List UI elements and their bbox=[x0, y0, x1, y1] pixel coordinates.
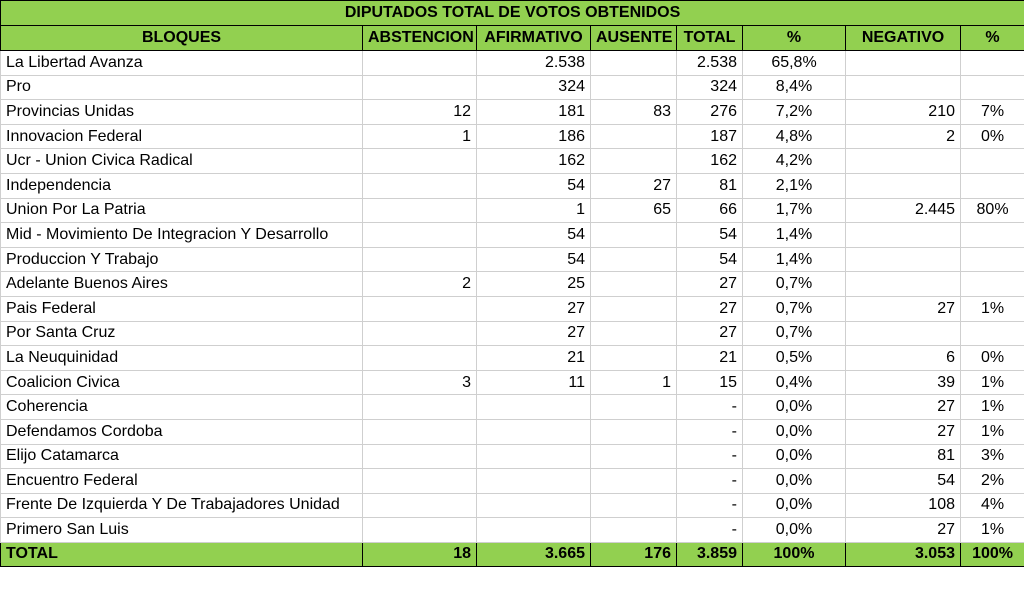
table-row bbox=[1, 173, 1024, 198]
cell-total: 324 bbox=[677, 75, 743, 100]
cell-afirmativo: 1 bbox=[477, 198, 591, 223]
cell-percent: 7,2% bbox=[743, 100, 846, 125]
table-row bbox=[1, 419, 1024, 444]
cell-negativo-percent: 80% bbox=[961, 198, 1024, 223]
cell-negativo-percent: 4% bbox=[961, 493, 1024, 518]
table-row bbox=[1, 444, 1024, 469]
header-abstencion: ABSTENCION bbox=[363, 26, 477, 51]
cell-percent: 0,4% bbox=[743, 370, 846, 395]
cell-negativo bbox=[846, 272, 961, 297]
cell-bloque: Por Santa Cruz bbox=[1, 321, 363, 346]
cell-percent: 1,4% bbox=[743, 223, 846, 248]
cell-afirmativo bbox=[477, 419, 591, 444]
cell-negativo bbox=[846, 247, 961, 272]
cell-ausente bbox=[591, 493, 677, 518]
header-total: TOTAL bbox=[677, 26, 743, 51]
cell-total: - bbox=[677, 469, 743, 494]
cell-percent: 1,7% bbox=[743, 198, 846, 223]
table-row bbox=[1, 321, 1024, 346]
table-row bbox=[1, 247, 1024, 272]
cell-ausente bbox=[591, 518, 677, 543]
cell-percent: 0,0% bbox=[743, 469, 846, 494]
cell-total: 2.538 bbox=[677, 51, 743, 76]
cell-negativo bbox=[846, 51, 961, 76]
cell-bloque: Pais Federal bbox=[1, 296, 363, 321]
cell-abstencion bbox=[363, 321, 477, 346]
cell-total: - bbox=[677, 444, 743, 469]
cell-bloque: Produccion Y Trabajo bbox=[1, 247, 363, 272]
table-row bbox=[1, 518, 1024, 543]
cell-ausente bbox=[591, 321, 677, 346]
cell-afirmativo: 181 bbox=[477, 100, 591, 125]
cell-abstencion bbox=[363, 223, 477, 248]
cell-bloque: Innovacion Federal bbox=[1, 124, 363, 149]
cell-ausente: 27 bbox=[591, 173, 677, 198]
cell-abstencion bbox=[363, 51, 477, 76]
cell-percent: 0,7% bbox=[743, 321, 846, 346]
header-negativo: NEGATIVO bbox=[846, 26, 961, 51]
cell-ausente bbox=[591, 272, 677, 297]
header-negativo-percent: % bbox=[961, 26, 1024, 51]
table-row bbox=[1, 469, 1024, 494]
cell-afirmativo: 2.538 bbox=[477, 51, 591, 76]
cell-abstencion bbox=[363, 296, 477, 321]
cell-ausente bbox=[591, 419, 677, 444]
cell-percent: 4,2% bbox=[743, 149, 846, 174]
cell-negativo bbox=[846, 223, 961, 248]
cell-bloque: Provincias Unidas bbox=[1, 100, 363, 125]
cell-percent: 0,7% bbox=[743, 272, 846, 297]
cell-percent: 0,0% bbox=[743, 518, 846, 543]
cell-abstencion bbox=[363, 395, 477, 420]
cell-abstencion: 2 bbox=[363, 272, 477, 297]
table-row bbox=[1, 223, 1024, 248]
cell-bloque: Coherencia bbox=[1, 395, 363, 420]
cell-afirmativo: 21 bbox=[477, 346, 591, 371]
cell-negativo-percent: 1% bbox=[961, 395, 1024, 420]
cell-negativo: 54 bbox=[846, 469, 961, 494]
cell-negativo: 2.445 bbox=[846, 198, 961, 223]
cell-abstencion bbox=[363, 346, 477, 371]
cell-negativo: 27 bbox=[846, 518, 961, 543]
cell-bloque: Adelante Buenos Aires bbox=[1, 272, 363, 297]
cell-abstencion bbox=[363, 247, 477, 272]
table-row bbox=[1, 346, 1024, 371]
total-total: 3.859 bbox=[677, 542, 743, 566]
cell-negativo-percent bbox=[961, 75, 1024, 100]
cell-ausente bbox=[591, 296, 677, 321]
cell-negativo-percent: 3% bbox=[961, 444, 1024, 469]
cell-abstencion bbox=[363, 469, 477, 494]
cell-afirmativo: 25 bbox=[477, 272, 591, 297]
total-row bbox=[1, 542, 1024, 566]
cell-negativo-percent: 7% bbox=[961, 100, 1024, 125]
cell-abstencion bbox=[363, 149, 477, 174]
cell-percent: 1,4% bbox=[743, 247, 846, 272]
cell-ausente: 83 bbox=[591, 100, 677, 125]
cell-ausente bbox=[591, 124, 677, 149]
cell-total: 27 bbox=[677, 272, 743, 297]
total-afirmativo: 3.665 bbox=[477, 542, 591, 566]
cell-afirmativo: 27 bbox=[477, 296, 591, 321]
header-afirmativo: AFIRMATIVO bbox=[477, 26, 591, 51]
total-bloque: TOTAL bbox=[1, 542, 363, 566]
cell-ausente bbox=[591, 444, 677, 469]
cell-negativo bbox=[846, 149, 961, 174]
cell-total: 21 bbox=[677, 346, 743, 371]
cell-percent: 65,8% bbox=[743, 51, 846, 76]
cell-negativo-percent bbox=[961, 173, 1024, 198]
cell-negativo-percent bbox=[961, 321, 1024, 346]
total-abstencion: 18 bbox=[363, 542, 477, 566]
cell-afirmativo: 54 bbox=[477, 173, 591, 198]
cell-percent: 4,8% bbox=[743, 124, 846, 149]
cell-total: 15 bbox=[677, 370, 743, 395]
cell-bloque: La Neuquinidad bbox=[1, 346, 363, 371]
cell-negativo-percent bbox=[961, 223, 1024, 248]
cell-bloque: Coalicion Civica bbox=[1, 370, 363, 395]
cell-total: - bbox=[677, 518, 743, 543]
cell-bloque: Primero San Luis bbox=[1, 518, 363, 543]
cell-negativo-percent: 1% bbox=[961, 296, 1024, 321]
cell-ausente bbox=[591, 223, 677, 248]
cell-afirmativo bbox=[477, 469, 591, 494]
table-row bbox=[1, 395, 1024, 420]
cell-total: 54 bbox=[677, 247, 743, 272]
cell-negativo bbox=[846, 75, 961, 100]
cell-negativo-percent: 1% bbox=[961, 419, 1024, 444]
cell-percent: 0,0% bbox=[743, 444, 846, 469]
cell-afirmativo: 11 bbox=[477, 370, 591, 395]
cell-total: - bbox=[677, 395, 743, 420]
table-title: DIPUTADOS TOTAL DE VOTOS OBTENIDOS bbox=[1, 1, 1024, 26]
cell-percent: 0,0% bbox=[743, 419, 846, 444]
cell-abstencion: 12 bbox=[363, 100, 477, 125]
cell-afirmativo: 54 bbox=[477, 247, 591, 272]
cell-total: 54 bbox=[677, 223, 743, 248]
cell-ausente: 65 bbox=[591, 198, 677, 223]
cell-negativo-percent: 1% bbox=[961, 370, 1024, 395]
total-negativo: 3.053 bbox=[846, 542, 961, 566]
cell-percent: 0,0% bbox=[743, 493, 846, 518]
cell-negativo-percent: 0% bbox=[961, 346, 1024, 371]
cell-afirmativo bbox=[477, 493, 591, 518]
cell-negativo-percent: 2% bbox=[961, 469, 1024, 494]
cell-total: 81 bbox=[677, 173, 743, 198]
table-row bbox=[1, 198, 1024, 223]
cell-negativo-percent bbox=[961, 272, 1024, 297]
cell-afirmativo: 162 bbox=[477, 149, 591, 174]
cell-bloque: Mid - Movimiento De Integracion Y Desarrollo bbox=[1, 223, 363, 248]
cell-total: - bbox=[677, 419, 743, 444]
cell-afirmativo: 54 bbox=[477, 223, 591, 248]
cell-afirmativo: 324 bbox=[477, 75, 591, 100]
cell-abstencion: 1 bbox=[363, 124, 477, 149]
cell-percent: 2,1% bbox=[743, 173, 846, 198]
cell-bloque: Independencia bbox=[1, 173, 363, 198]
cell-total: 187 bbox=[677, 124, 743, 149]
cell-ausente bbox=[591, 346, 677, 371]
table-row bbox=[1, 272, 1024, 297]
cell-ausente bbox=[591, 75, 677, 100]
cell-negativo: 108 bbox=[846, 493, 961, 518]
cell-abstencion: 3 bbox=[363, 370, 477, 395]
cell-bloque: Defendamos Cordoba bbox=[1, 419, 363, 444]
cell-bloque: Union Por La Patria bbox=[1, 198, 363, 223]
cell-abstencion bbox=[363, 518, 477, 543]
cell-negativo: 6 bbox=[846, 346, 961, 371]
cell-afirmativo: 186 bbox=[477, 124, 591, 149]
table-row bbox=[1, 493, 1024, 518]
cell-abstencion bbox=[363, 198, 477, 223]
cell-negativo: 2 bbox=[846, 124, 961, 149]
table-row bbox=[1, 370, 1024, 395]
cell-negativo bbox=[846, 173, 961, 198]
cell-bloque: Ucr - Union Civica Radical bbox=[1, 149, 363, 174]
cell-total: 27 bbox=[677, 296, 743, 321]
cell-bloque: Frente De Izquierda Y De Trabajadores Unidad bbox=[1, 493, 363, 518]
cell-bloque: Pro bbox=[1, 75, 363, 100]
header-bloques: BLOQUES bbox=[1, 26, 363, 51]
cell-afirmativo bbox=[477, 395, 591, 420]
cell-total: - bbox=[677, 493, 743, 518]
cell-bloque: La Libertad Avanza bbox=[1, 51, 363, 76]
cell-abstencion bbox=[363, 75, 477, 100]
cell-negativo: 81 bbox=[846, 444, 961, 469]
cell-ausente bbox=[591, 247, 677, 272]
cell-ausente: 1 bbox=[591, 370, 677, 395]
cell-negativo: 27 bbox=[846, 296, 961, 321]
cell-negativo: 39 bbox=[846, 370, 961, 395]
cell-afirmativo: 27 bbox=[477, 321, 591, 346]
cell-negativo-percent bbox=[961, 247, 1024, 272]
cell-abstencion bbox=[363, 444, 477, 469]
table-row bbox=[1, 100, 1024, 125]
table-row bbox=[1, 149, 1024, 174]
header-ausente: AUSENTE bbox=[591, 26, 677, 51]
header-percent: % bbox=[743, 26, 846, 51]
cell-total: 66 bbox=[677, 198, 743, 223]
cell-negativo-percent bbox=[961, 51, 1024, 76]
cell-negativo-percent: 0% bbox=[961, 124, 1024, 149]
cell-total: 27 bbox=[677, 321, 743, 346]
cell-bloque: Elijo Catamarca bbox=[1, 444, 363, 469]
table-title-row bbox=[1, 1, 1024, 26]
total-percent: 100% bbox=[743, 542, 846, 566]
cell-total: 162 bbox=[677, 149, 743, 174]
cell-abstencion bbox=[363, 173, 477, 198]
cell-ausente bbox=[591, 395, 677, 420]
cell-percent: 0,5% bbox=[743, 346, 846, 371]
cell-afirmativo bbox=[477, 518, 591, 543]
cell-percent: 0,7% bbox=[743, 296, 846, 321]
cell-ausente bbox=[591, 149, 677, 174]
cell-percent: 0,0% bbox=[743, 395, 846, 420]
header-row bbox=[1, 26, 1024, 51]
table-row bbox=[1, 124, 1024, 149]
total-negativo-percent: 100% bbox=[961, 542, 1024, 566]
cell-abstencion bbox=[363, 419, 477, 444]
cell-negativo: 27 bbox=[846, 395, 961, 420]
cell-ausente bbox=[591, 51, 677, 76]
cell-afirmativo bbox=[477, 444, 591, 469]
cell-negativo-percent bbox=[961, 149, 1024, 174]
cell-negativo: 27 bbox=[846, 419, 961, 444]
cell-percent: 8,4% bbox=[743, 75, 846, 100]
cell-ausente bbox=[591, 469, 677, 494]
cell-negativo-percent: 1% bbox=[961, 518, 1024, 543]
cell-abstencion bbox=[363, 493, 477, 518]
table-row bbox=[1, 51, 1024, 76]
cell-negativo bbox=[846, 321, 961, 346]
cell-total: 276 bbox=[677, 100, 743, 125]
table-row bbox=[1, 296, 1024, 321]
cell-negativo: 210 bbox=[846, 100, 961, 125]
cell-bloque: Encuentro Federal bbox=[1, 469, 363, 494]
table-row bbox=[1, 75, 1024, 100]
total-ausente: 176 bbox=[591, 542, 677, 566]
